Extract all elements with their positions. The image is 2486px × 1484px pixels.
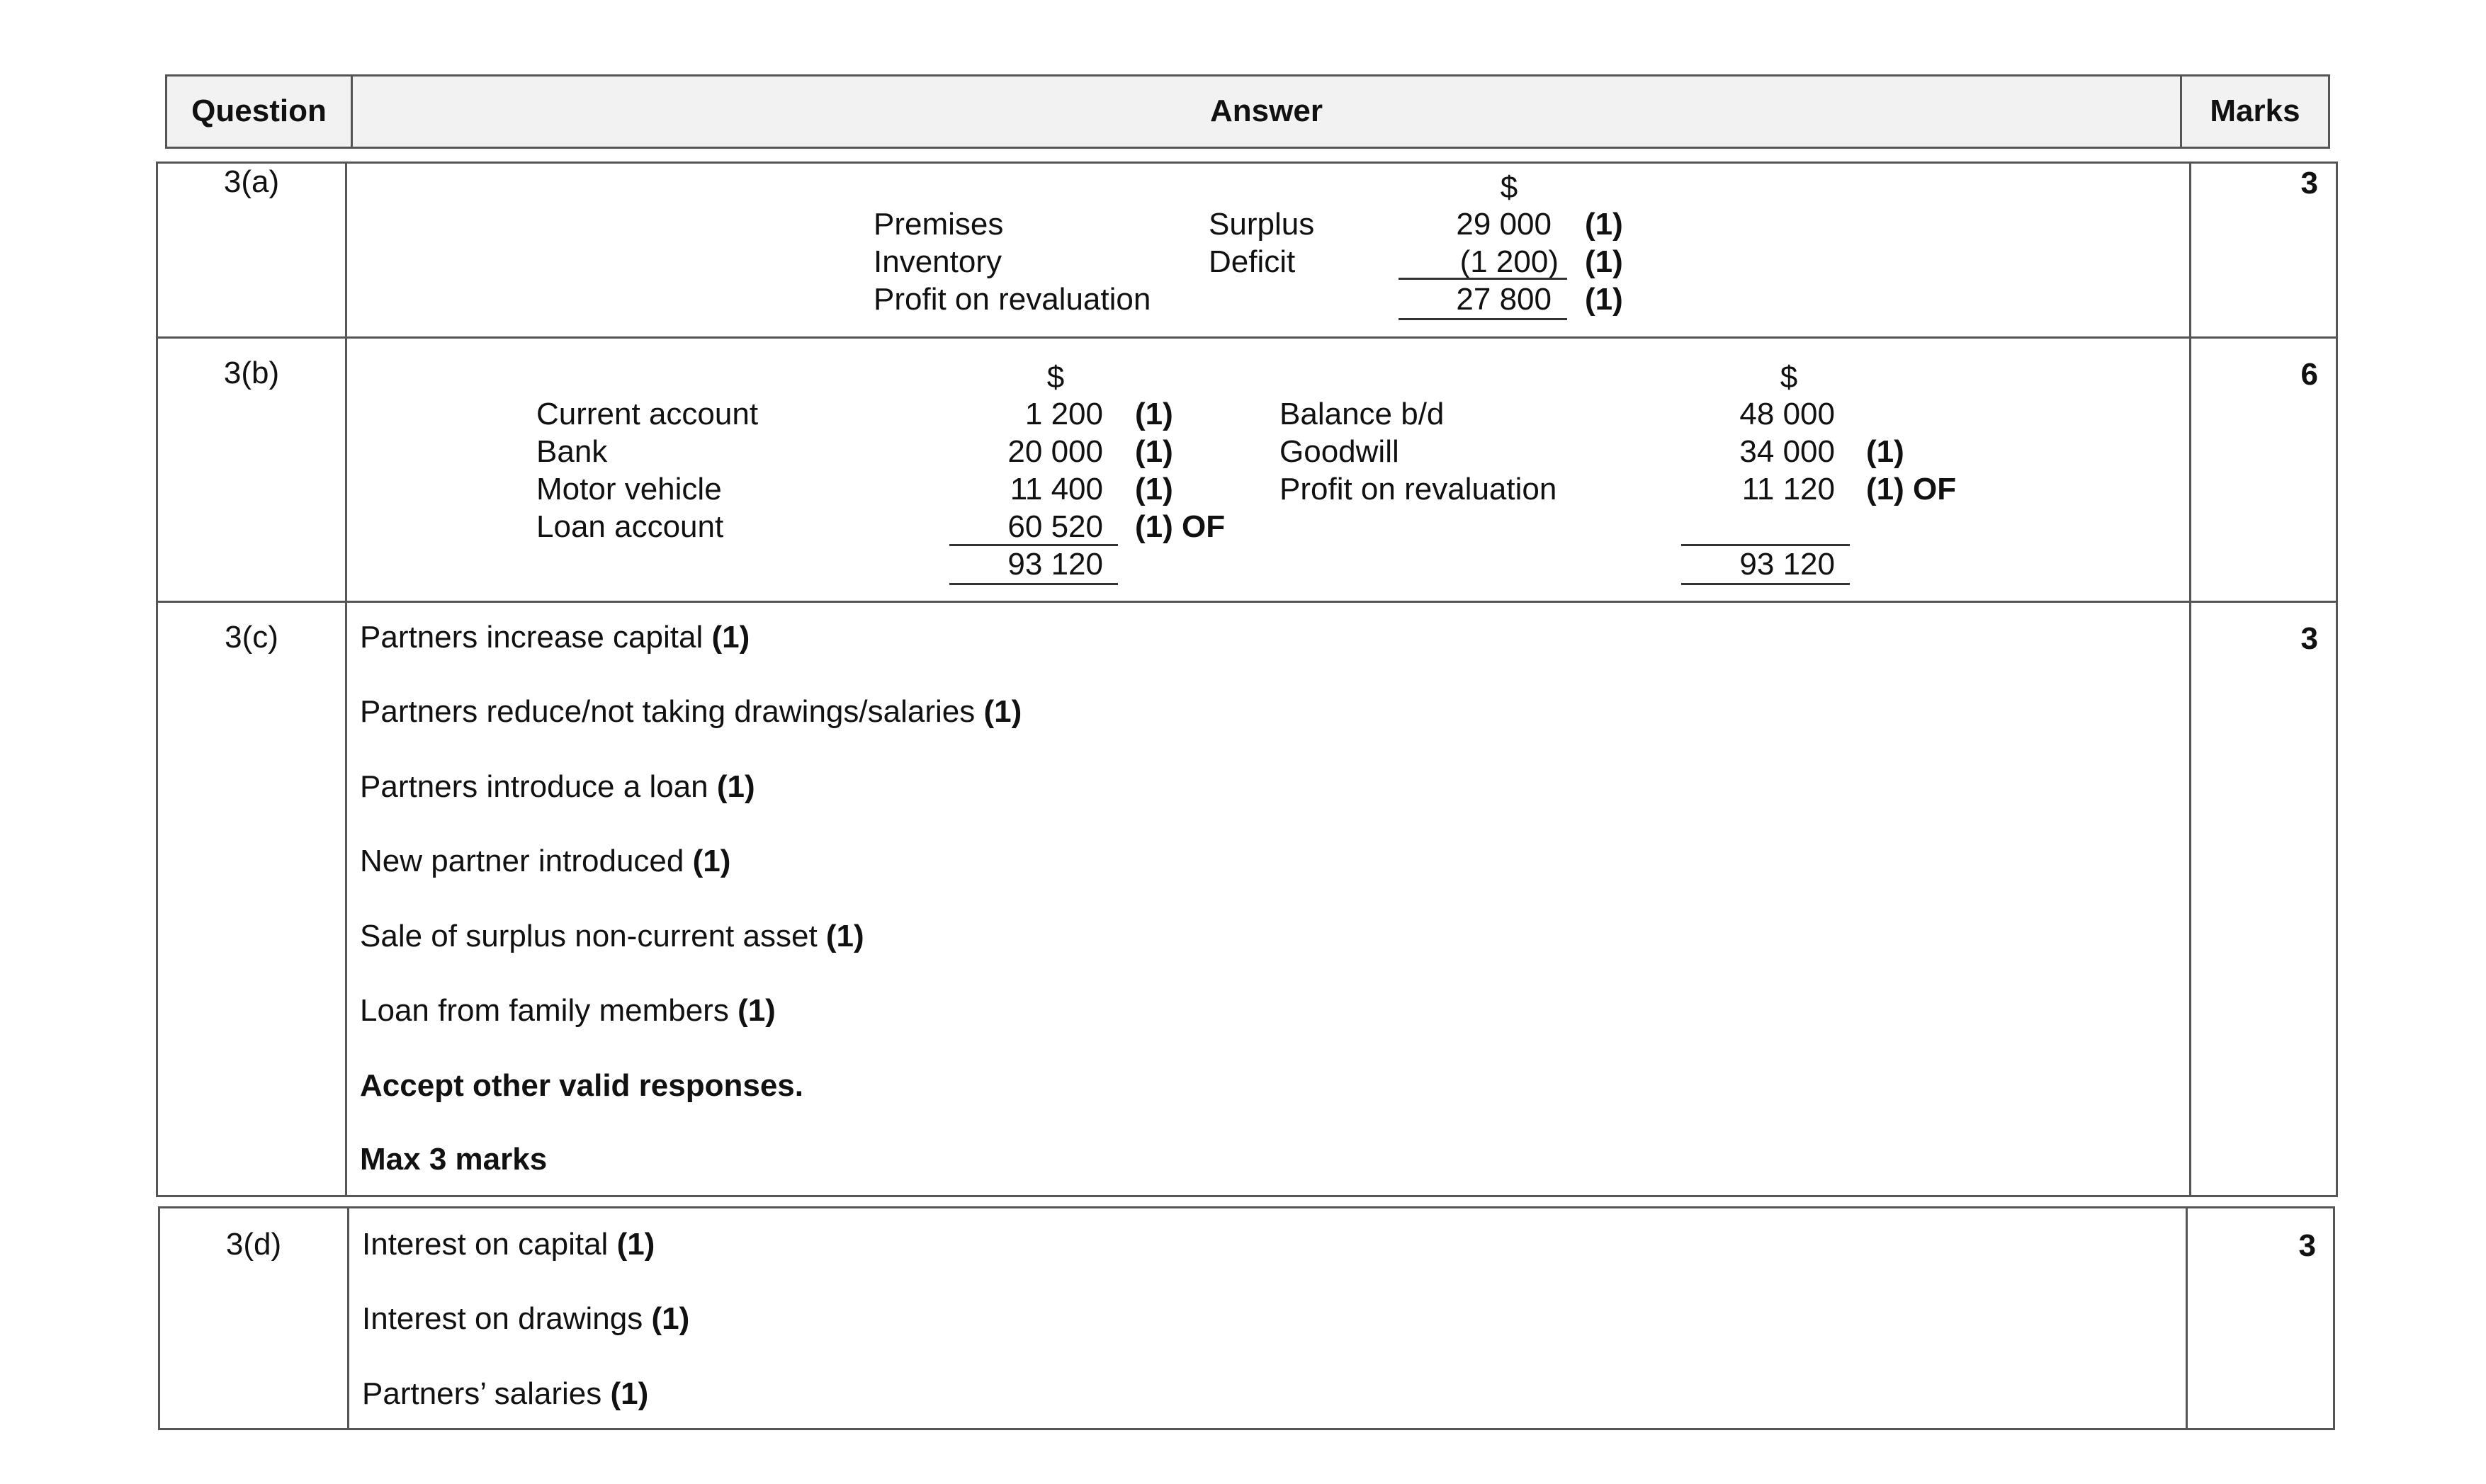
q3a-type: Surplus — [1209, 207, 1315, 242]
q3b-debit-item: Current account — [536, 397, 759, 431]
q3a-total-rule — [1399, 318, 1567, 320]
q3b-debit-item: Bank — [536, 434, 608, 469]
q3c-item: Sale of surplus non-current asset (1) — [360, 919, 864, 953]
q3a-item: Premises — [874, 207, 1004, 242]
q3d-marks: 3 — [2298, 1228, 2316, 1263]
q3b-total-left: 93 120 — [1007, 547, 1103, 582]
q3c-marks-cell — [2189, 601, 2338, 1197]
q3a-type: Deficit — [1209, 244, 1296, 279]
q3c-answer-cell — [345, 601, 2191, 1197]
q3d-label: 3(d) — [225, 1227, 282, 1262]
q3b-debit-mark: (1) — [1135, 434, 1173, 469]
q3b-answer-cell — [345, 336, 2191, 603]
q3a-item: Inventory — [874, 244, 1002, 279]
q3b-credit-amount: 11 120 — [1741, 472, 1835, 506]
q3b-credit-item: Goodwill — [1279, 434, 1399, 469]
q3a-currency: $ — [1500, 170, 1518, 205]
q3b-total-right: 93 120 — [1739, 547, 1835, 582]
q3a-amount: (1 200) — [1459, 244, 1559, 279]
q3d-item: Interest on drawings (1) — [362, 1301, 690, 1336]
q3a-mark: (1) — [1585, 244, 1623, 279]
q3c-item: Partners reduce/not taking drawings/salaries (1) — [360, 694, 1022, 729]
q3b-right-total-rule — [1681, 583, 1850, 585]
q3b-debit-item: Loan account — [536, 509, 724, 544]
q3b-credit-amount: 48 000 — [1739, 397, 1835, 431]
q3b-debit-mark: (1) OF — [1135, 509, 1226, 544]
q3c-item: Loan from family members (1) — [360, 993, 776, 1028]
q3b-credit-amount: 34 000 — [1739, 434, 1835, 469]
q3c-max-note: Max 3 marks — [360, 1142, 548, 1177]
q3b-left-subtotal-rule — [949, 544, 1118, 546]
q3b-marks: 6 — [2300, 357, 2318, 392]
q3a-amount: 29 000 — [1456, 207, 1552, 242]
q3c-question-cell — [156, 601, 347, 1197]
q3b-currency-right: $ — [1780, 360, 1798, 395]
q3a-subtotal-rule — [1399, 278, 1567, 280]
q3c-accept-note: Accept other valid responses. — [360, 1068, 803, 1103]
q3c-item: Partners increase capital (1) — [360, 620, 750, 655]
header-question: Question — [191, 94, 327, 128]
q3b-right-subtotal-rule — [1681, 544, 1850, 546]
q3d-item: Partners’ salaries (1) — [362, 1376, 649, 1411]
q3a-amount: 27 800 — [1456, 282, 1552, 317]
q3b-debit-mark: (1) — [1135, 472, 1173, 506]
q3b-label: 3(b) — [223, 356, 280, 390]
q3b-credit-mark: (1) OF — [1866, 472, 1957, 506]
q3b-debit-amount: 1 200 — [1024, 397, 1103, 431]
q3b-credit-item: Balance b/d — [1279, 397, 1445, 431]
q3b-debit-amount: 11 400 — [1010, 472, 1103, 506]
q3c-item: New partner introduced (1) — [360, 844, 731, 878]
q3c-item: Partners introduce a loan (1) — [360, 769, 755, 804]
q3b-debit-item: Motor vehicle — [536, 472, 722, 506]
q3b-credit-item: Profit on revaluation — [1279, 472, 1557, 506]
q3a-label: 3(a) — [223, 164, 280, 199]
q3b-credit-mark: (1) — [1866, 434, 1904, 469]
header-marks: Marks — [2210, 94, 2300, 128]
header-answer: Answer — [1210, 94, 1323, 128]
q3c-marks: 3 — [2300, 621, 2318, 656]
q3b-debit-mark: (1) — [1135, 397, 1173, 431]
q3a-item: Profit on revaluation — [874, 282, 1151, 317]
q3b-left-total-rule — [949, 583, 1118, 585]
q3a-marks: 3 — [2300, 166, 2318, 200]
q3b-currency-left: $ — [1046, 360, 1065, 395]
q3a-mark: (1) — [1585, 207, 1623, 242]
q3b-debit-amount: 60 520 — [1007, 509, 1103, 544]
q3b-debit-amount: 20 000 — [1007, 434, 1103, 469]
q3a-mark: (1) — [1585, 282, 1623, 317]
q3c-label: 3(c) — [225, 620, 278, 655]
q3d-item: Interest on capital (1) — [362, 1227, 655, 1262]
